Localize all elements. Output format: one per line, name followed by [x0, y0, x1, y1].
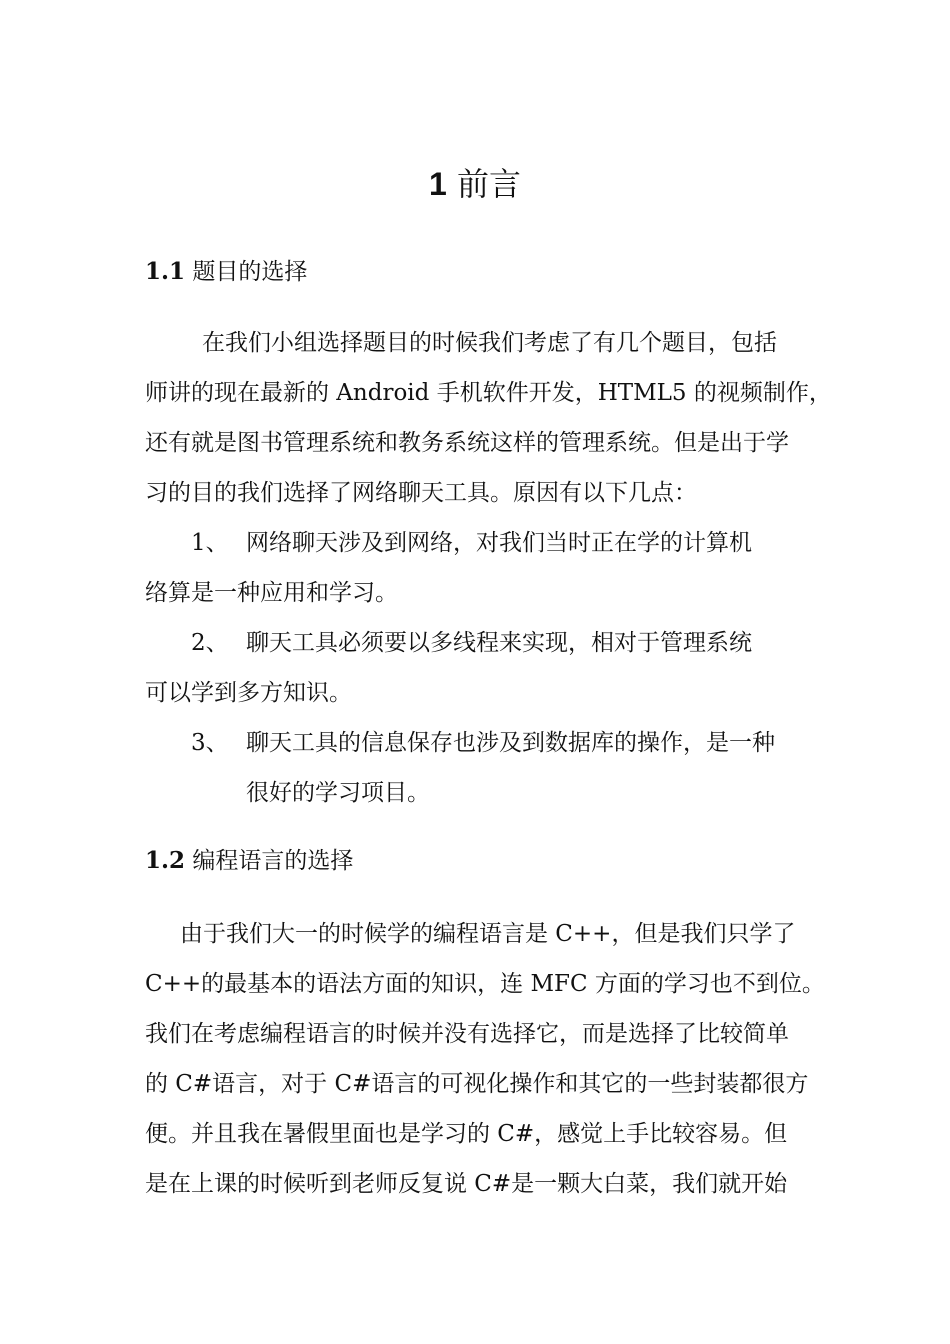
list-item-number: 1、 — [191, 530, 229, 556]
list-item-text: 可以学到多方知识。 — [145, 680, 352, 706]
list-item-number: 3、 — [191, 730, 229, 756]
paragraph-line: 在我们小组选择题目的时候我们考虑了有几个题目，包括 — [202, 330, 777, 356]
section-title: 编程语言的选择 — [192, 848, 354, 874]
list-item-text: 很好的学习项目。 — [246, 780, 430, 806]
list-item-number: 2、 — [191, 630, 229, 656]
paragraph-line: 便。并且我在暑假里面也是学习的 C#，感觉上手比较容易。但 — [145, 1121, 788, 1147]
list-item-text: 网络聊天涉及到网络，对我们当时正在学的计算机 — [246, 530, 752, 556]
paragraph-line: 的 C#语言，对于 C#语言的可视化操作和其它的一些封装都很方 — [145, 1071, 809, 1097]
chapter-title-text: 前言 — [456, 165, 521, 203]
section-number: 1.1 — [145, 258, 186, 285]
section-heading-1-1 — [145, 256, 307, 288]
paragraph-line: 我们在考虑编程语言的时候并没有选择它，而是选择了比较简单 — [145, 1021, 789, 1047]
paragraph-line: C++的最基本的语法方面的知识，连 MFC 方面的学习也不到位。 — [145, 971, 825, 997]
paragraph-line: 还有就是图书管理系统和教务系统这样的管理系统。但是出于学 — [145, 430, 789, 456]
section-heading-1-2 — [145, 845, 353, 877]
list-item-text: 聊天工具的信息保存也涉及到数据库的操作，是一种 — [246, 730, 775, 756]
list-item-text: 聊天工具必须要以多线程来实现，相对于管理系统 — [246, 630, 752, 656]
paragraph-line: 师讲的现在最新的 Android 手机软件开发，HTML5 的视频制作， — [145, 380, 832, 406]
paragraph-line: 习的目的我们选择了网络聊天工具。原因有以下几点： — [145, 480, 697, 506]
section-number: 1.2 — [145, 847, 186, 874]
chapter-title — [0, 160, 950, 208]
chapter-number: 1 — [429, 166, 447, 202]
paragraph-line: 由于我们大一的时候学的编程语言是 C++，但是我们只学了 — [180, 921, 796, 947]
list-item-text: 络算是一种应用和学习。 — [145, 580, 398, 606]
section-title: 题目的选择 — [192, 259, 308, 285]
paragraph-line: 是在上课的时候听到老师反复说 C#是一颗大白菜，我们就开始 — [145, 1171, 788, 1197]
